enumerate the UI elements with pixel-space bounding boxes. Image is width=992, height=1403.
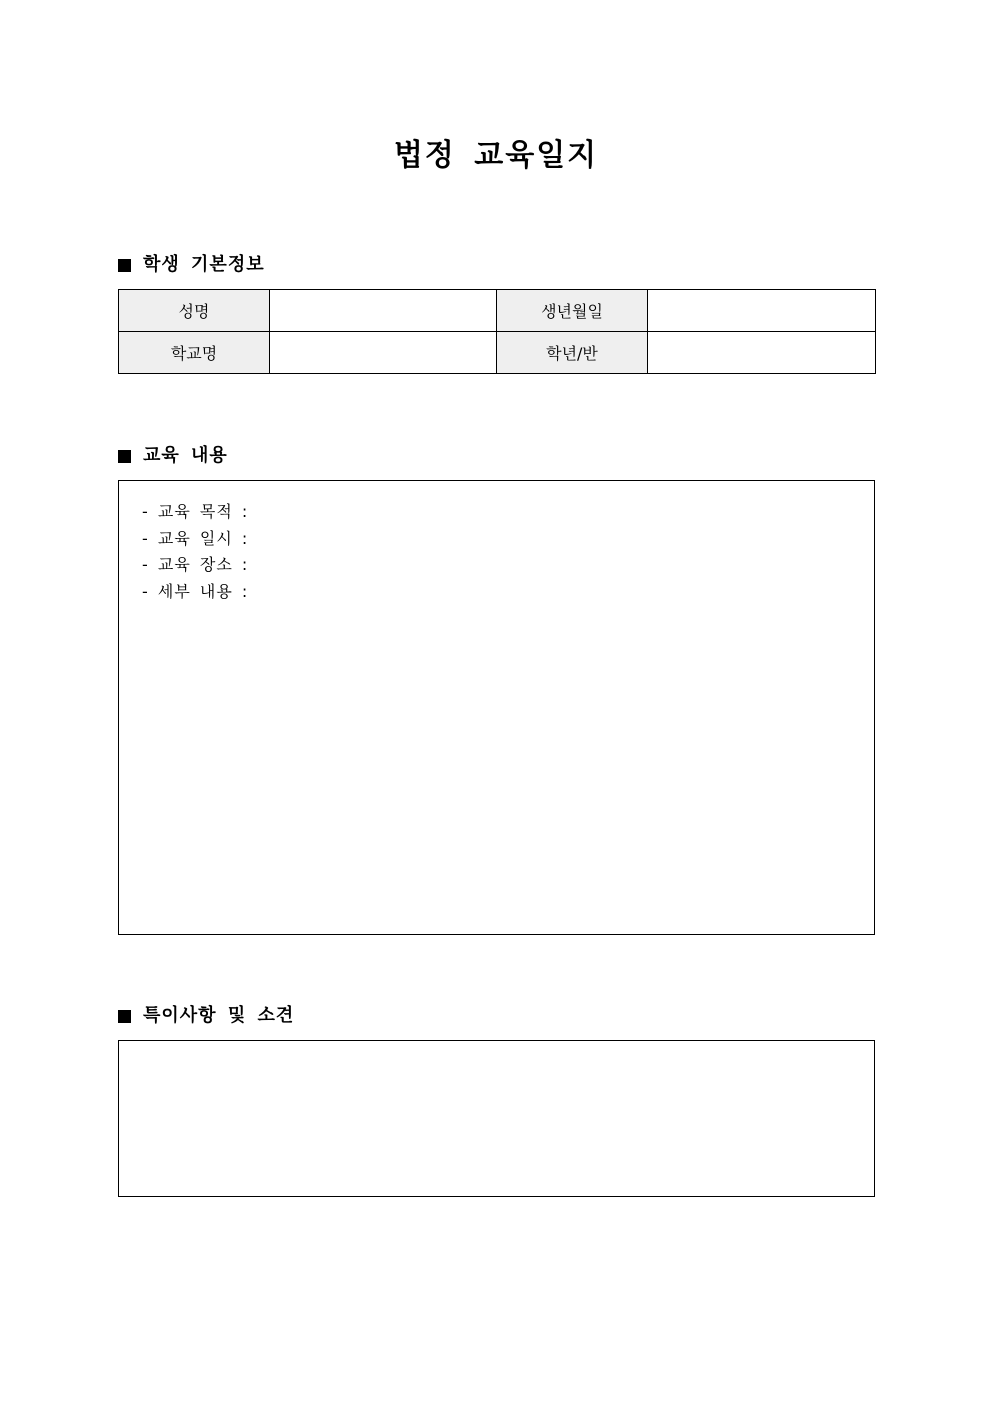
name-label: 성명 [119, 290, 270, 332]
school-name-label: 학교명 [119, 332, 270, 374]
birthdate-field[interactable] [648, 290, 876, 332]
remarks-heading [118, 1002, 294, 1030]
remarks-box[interactable] [118, 1040, 875, 1197]
school-name-field[interactable] [270, 332, 497, 374]
education-datetime-item: - 교육 일시 : [142, 528, 249, 548]
remarks-heading-label: 특이사항 및 소견 [143, 1005, 295, 1026]
page-title: 법정 교육일지 [393, 138, 599, 173]
education-content-list [142, 499, 248, 605]
table-row [119, 290, 876, 332]
student-info-heading-label: 학생 기본정보 [143, 254, 265, 275]
grade-class-label: 학년/반 [497, 332, 648, 374]
square-bullet-icon [118, 450, 131, 463]
student-info-table [118, 289, 876, 374]
table-row [119, 332, 876, 374]
square-bullet-icon [118, 259, 131, 272]
name-field[interactable] [270, 290, 497, 332]
student-info-heading [118, 251, 265, 279]
birthdate-label: 생년월일 [497, 290, 648, 332]
square-bullet-icon [118, 1010, 131, 1023]
education-location-item: - 교육 장소 : [142, 555, 249, 574]
education-content-box[interactable] [118, 480, 875, 935]
education-purpose-item: - 교육 목적 : [142, 502, 249, 521]
education-details-item: - 세부 내용 : [142, 581, 249, 601]
education-content-heading [118, 442, 228, 470]
education-content-heading-label: 교육 내용 [143, 445, 228, 466]
grade-class-field[interactable] [648, 332, 876, 374]
